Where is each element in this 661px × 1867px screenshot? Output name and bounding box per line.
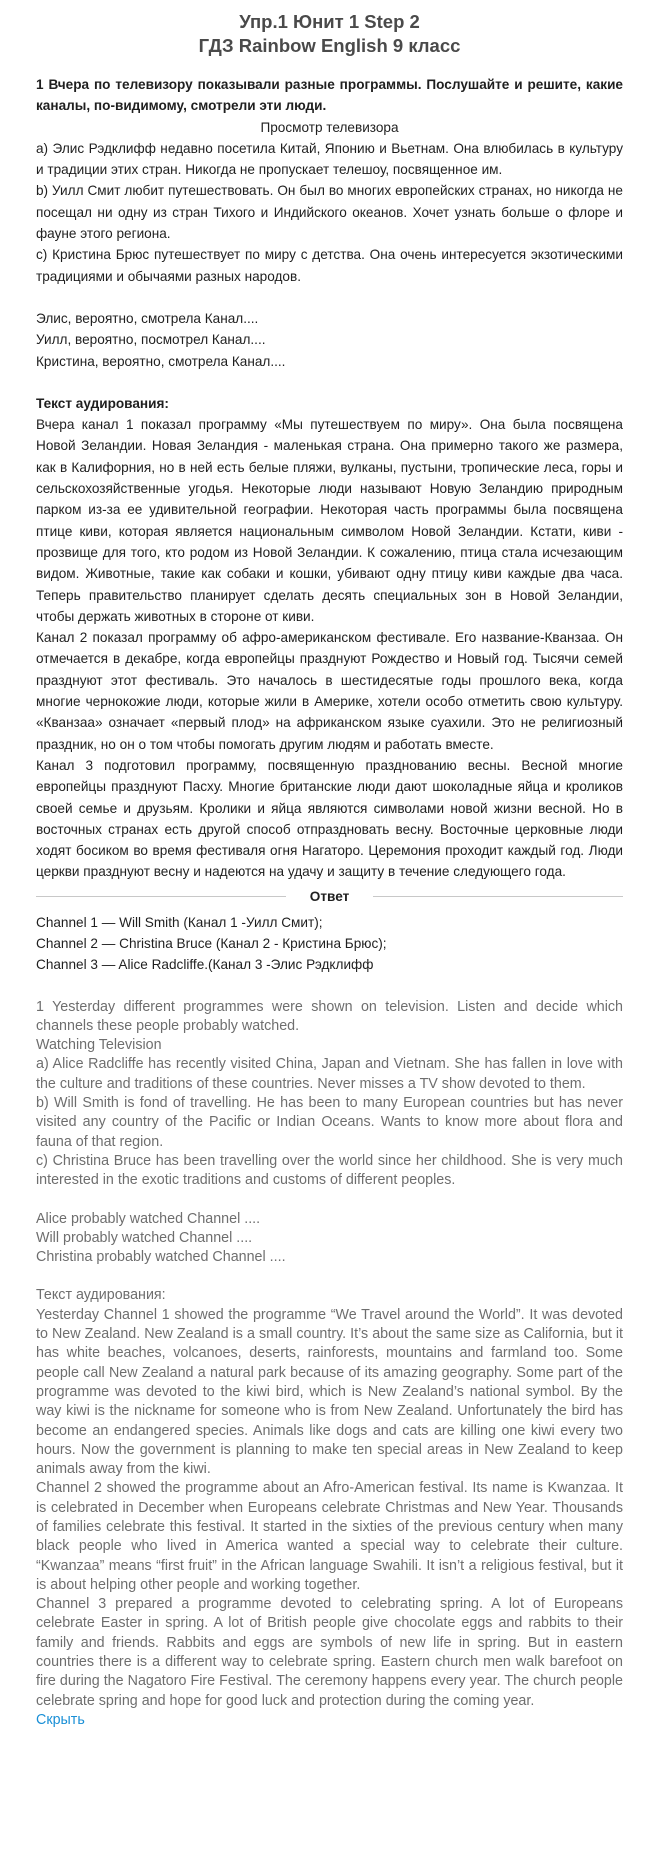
answer-template-ru: Кристина, вероятно, смотрела Канал.... (36, 353, 286, 369)
task-item-en: b) Will Smith is fond of travelling. He has been to many European countries but has never visited any country of the Pacific or Indian Oceans. Wants to know more about flora and fauna of that region. (36, 1095, 623, 1150)
answer-template-en: Will probably watched Channel .... (36, 1229, 253, 1246)
task-item-en: a) Alice Radcliffe has recently visited China, Japan and Vietnam. She has fallen in love with the culture and traditions of these countries. Never misses a TV show devoted to them. (36, 1056, 623, 1092)
page-content (36, 0, 623, 1730)
task-item-ru: а) Элис Рэдклифф недавно посетила Китай, Японию и Вьетнам. Она влюбилась в культуру и традиции этих стран. Никогда не пропускает телешоу, посвященное им. (36, 140, 623, 178)
task-instruction-en: 1 Yesterday different programmes were shown on television. Listen and decide which channels these people probably watched. (36, 998, 623, 1034)
audio-paragraph-en: Yesterday Channel 1 showed the programme “We Travel around the World”. It was devoted to New Zealand. New Zealand is a small country. It’s about the same size as California, but it has white beaches, volcanoes, deserts, rainforests, mountains and farmland too. Some people call New Zealand a natural park because of its amazing geography. Some part of the programme was devoted to the kiwi bird, which is New Zealand’s national symbol. By the way kiwi is the nickname for someone who is from New Zealand. Unfortunately the bird has become an endangered species. Animals like dogs and cats are killing one kiwi every two hours. Now the government is planning to make ten special areas in New Zealand to keep animals away from the kiwi. (36, 1306, 623, 1478)
audio-paragraph-ru: Канал 3 подготовил программу, посвященную празднованию весны. Весной многие европейцы празднуют Пасху. Многие британские люди дают шоколадные яйца и кроликов своей семье и друзьям. Кролики и яйца являются символами новой жизни весной. Но в восточных странах есть другой способ отпраздновать весну. Восточные церковные люди ходят босиком во время фестиваля огня Нагатоpo. Церемония проходит каждый год. Люди церкви празднуют весну и надеются на удачу и защиту в течение следующего года. (36, 757, 623, 880)
answer-line: Channel 1 — Will Smith (Канал 1 -Уилл Смит); (36, 914, 323, 930)
audio-paragraph-en: Channel 3 prepared a programme devoted to celebrating spring. A lot of Europeans celebrate Easter in spring. A lot of British people give chocolate eggs and rabbits to their family and friends. Rabbits and eggs are symbols of new life in spring. But in eastern countries there is a different way to celebrate spring. Eastern church men walk barefoot on fire during the Nagatoro Fire Festival. The ceremony happens every year. The church people celebrate spring and hope for good luck and protection during the coming year. (36, 1596, 623, 1709)
answer-line: Channel 2 — Christina Bruce (Канал 2 - Кристина Брюс); (36, 935, 387, 951)
answer-label: Ответ (309, 888, 350, 904)
task-subtitle-en: Watching Television (36, 1037, 162, 1054)
answer-template-en: Alice probably watched Channel .... (36, 1210, 261, 1227)
hide-link[interactable]: Скрыть (36, 1711, 85, 1728)
answer-template-ru: Уилл, вероятно, посмотрел Канал.... (36, 332, 266, 348)
answer-line: Channel 3 — Alice Radcliffe.(Канал 3 -Элис Рэдклифф (36, 957, 374, 973)
audio-heading-en: Текст аудирования: (36, 1287, 166, 1304)
audio-paragraph-en: Channel 2 showed the programme about an Afro-American festival. Its name is Kwanzaa. It is celebrated in December when Europeans celebrate Christmas and New Year. Thousands of families celebrate this festival. It started in the sixties of the previous century when many black people who lived in America wanted a special way to celebrate their culture. “Kwanzaa” means “first fruit” in the African language Swahili. It isn’t a religious festival, but it is about helping other people and working together. (36, 1480, 623, 1593)
task-item-ru: с) Кристина Брюс путешествует по миру с детства. Она очень интересуется экзотическими традициями и обычаями разных народов. (36, 247, 623, 284)
audio-heading-ru: Текст аудирования: (36, 395, 169, 411)
audio-paragraph-ru: Вчера канал 1 показал программу «Мы путешествуем по миру». Она была посвящена Новой Зеландии. Новая Зеландия - маленькая страна. Она примерно такого же размера, как в Калифорния, но в ней есть белые пляжи, вулканы, пустыни, тропические леса, горы и сельскохозяйственные угодья. Некоторые люди называют Новую Зеландию природным парком из-за ее удивительной географии. Некоторая часть программы была посвящена птице киви, которая является национальным символом Новой Зеландии. Кстати, киви - прозвище для того, кто родом из Новой Зеландии. К сожалению, птица стала исчезающим видом. Животные, такие как собаки и кошки, убивают одну птицу киви каждые два часа. Теперь правительство планирует сделать десять специальных зон в Новой Зеландии, чтобы держать животных в стороне от киви. (36, 417, 623, 624)
task-item-en: c) Christina Bruce has been travelling over the world since her childhood. She is very much interested in the exotic traditions and customs of different peoples. (36, 1152, 623, 1189)
divider-line (373, 896, 623, 897)
divider-line (36, 896, 286, 897)
task-item-ru: b) Уилл Смит любит путешествовать. Он был во многих европейских странах, но никогда не посещал ни одну из стран Тихого и Индийского океанов. Хочет узнать больше о флоре и фауне этого региона. (36, 183, 623, 242)
page-subtitle: ГДЗ Rainbow English 9 класс (198, 35, 461, 56)
page-title: Упр.1 Юнит 1 Step 2 (239, 11, 420, 32)
answer-template-ru: Элис, вероятно, смотрела Канал.... (36, 310, 259, 326)
task-instruction-ru: 1 Вчера по телевизору показывали разные программы. Послушайте и решите, какие каналы, по-видимому, смотрели эти люди. (36, 77, 623, 114)
audio-paragraph-ru: Канал 2 показал программу об афро-американском фестивале. Его название-Кванзаа. Он отмечается в декабре, когда европейцы празднуют Рождество и Новый год. Тысячи семей празднуют этот фестиваль. Это началось в шестидесятые годы прошлого века, когда многие чернокожие люди, которые жили в Америке, хотели особо отметить свою культуру. «Кванзаа» означает «первый плод» на африканском языке суахили. Это не религиозный праздник, но он о том чтобы помогать другим людям и работать вместе. (36, 630, 623, 752)
answer-template-en: Christina probably watched Channel .... (36, 1249, 286, 1266)
task-subtitle-ru: Просмотр телевизора (260, 119, 399, 135)
answer-divider (36, 889, 623, 904)
